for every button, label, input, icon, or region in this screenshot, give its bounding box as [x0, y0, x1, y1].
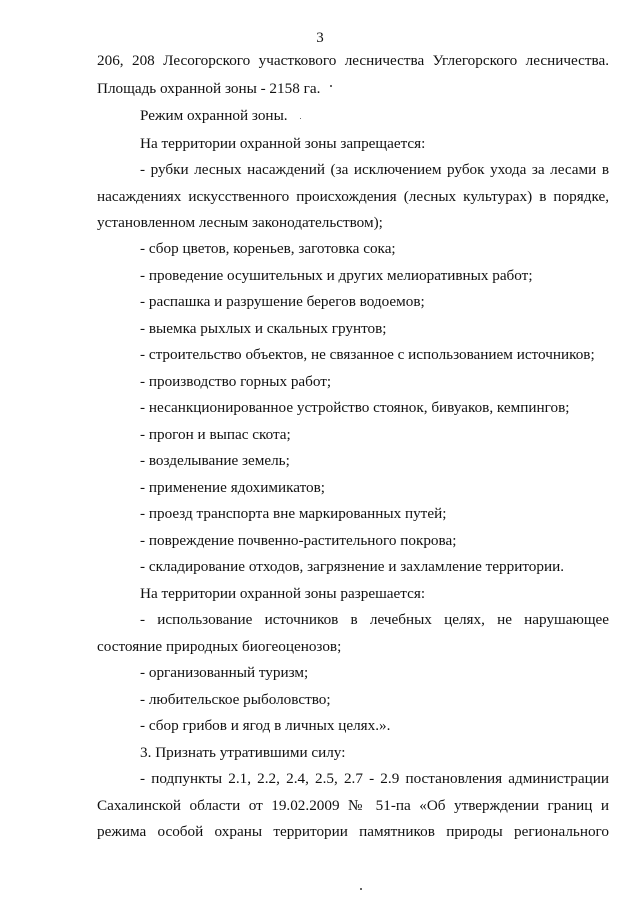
text-line: 206, 208 Лесогорского участкового лесничества Углегорского лесничества.	[97, 52, 609, 69]
section-heading: Режим охранной зоны.	[140, 107, 288, 124]
list-item: - строительство объектов, не связанное с использованием источников;	[140, 346, 595, 363]
text-line: режима особой охраны территории памятников природы регионального	[97, 823, 609, 840]
list-item: - выемка рыхлых и скальных грунтов;	[140, 320, 387, 337]
list-item: - проезд транспорта вне маркированных путей;	[140, 505, 447, 522]
text-line: насаждениях искусственного происхождения (лесных культурах) в порядке,	[97, 188, 609, 205]
scan-speck	[300, 118, 301, 119]
list-item: - любительское рыболовство;	[140, 691, 331, 708]
scan-speck	[330, 85, 332, 87]
paragraph-intro: На территории охранной зоны запрещается:	[140, 135, 426, 152]
list-item: - организованный туризм;	[140, 664, 309, 681]
numbered-paragraph: 3. Признать утратившими силу:	[140, 744, 346, 761]
text-line: Площадь охранной зоны - 2158 га.	[97, 80, 321, 97]
list-item: - проведение осушительных и других мелиоративных работ;	[140, 267, 533, 284]
paragraph-intro: На территории охранной зоны разрешается:	[140, 585, 426, 602]
text-line: Сахалинской области от 19.02.2009 № 51-па «Об утверждении границ и	[97, 797, 609, 814]
text-line: установленном лесным законодательством);	[97, 214, 383, 231]
text-line: состояние природных биогеоценозов;	[97, 638, 342, 655]
list-item: - складирование отходов, загрязнение и захламление территории.	[140, 558, 565, 575]
list-item: - возделывание земель;	[140, 452, 290, 469]
list-item: - рубки лесных насаждений (за исключением рубок ухода за лесами в	[140, 161, 609, 178]
list-item: - производство горных работ;	[140, 373, 332, 390]
list-item: - распашка и разрушение берегов водоемов;	[140, 293, 425, 310]
list-item: - повреждение почвенно-растительного покрова;	[140, 532, 457, 549]
list-item: - использование источников в лечебных целях, не нарушающее	[140, 611, 609, 628]
list-item: - сбор цветов, кореньев, заготовка сока;	[140, 240, 396, 257]
list-item: - прогон и выпас скота;	[140, 426, 291, 443]
page-number: 3	[316, 30, 324, 46]
scan-speck	[360, 888, 362, 890]
list-item: - несанкционированное устройство стоянок, бивуаков, кемпингов;	[140, 399, 570, 416]
list-item: - сбор грибов и ягод в личных целях.».	[140, 717, 391, 734]
list-item: - применение ядохимикатов;	[140, 479, 326, 496]
list-item: - подпункты 2.1, 2.2, 2.4, 2.5, 2.7 - 2.9 постановления администрации	[140, 770, 609, 787]
